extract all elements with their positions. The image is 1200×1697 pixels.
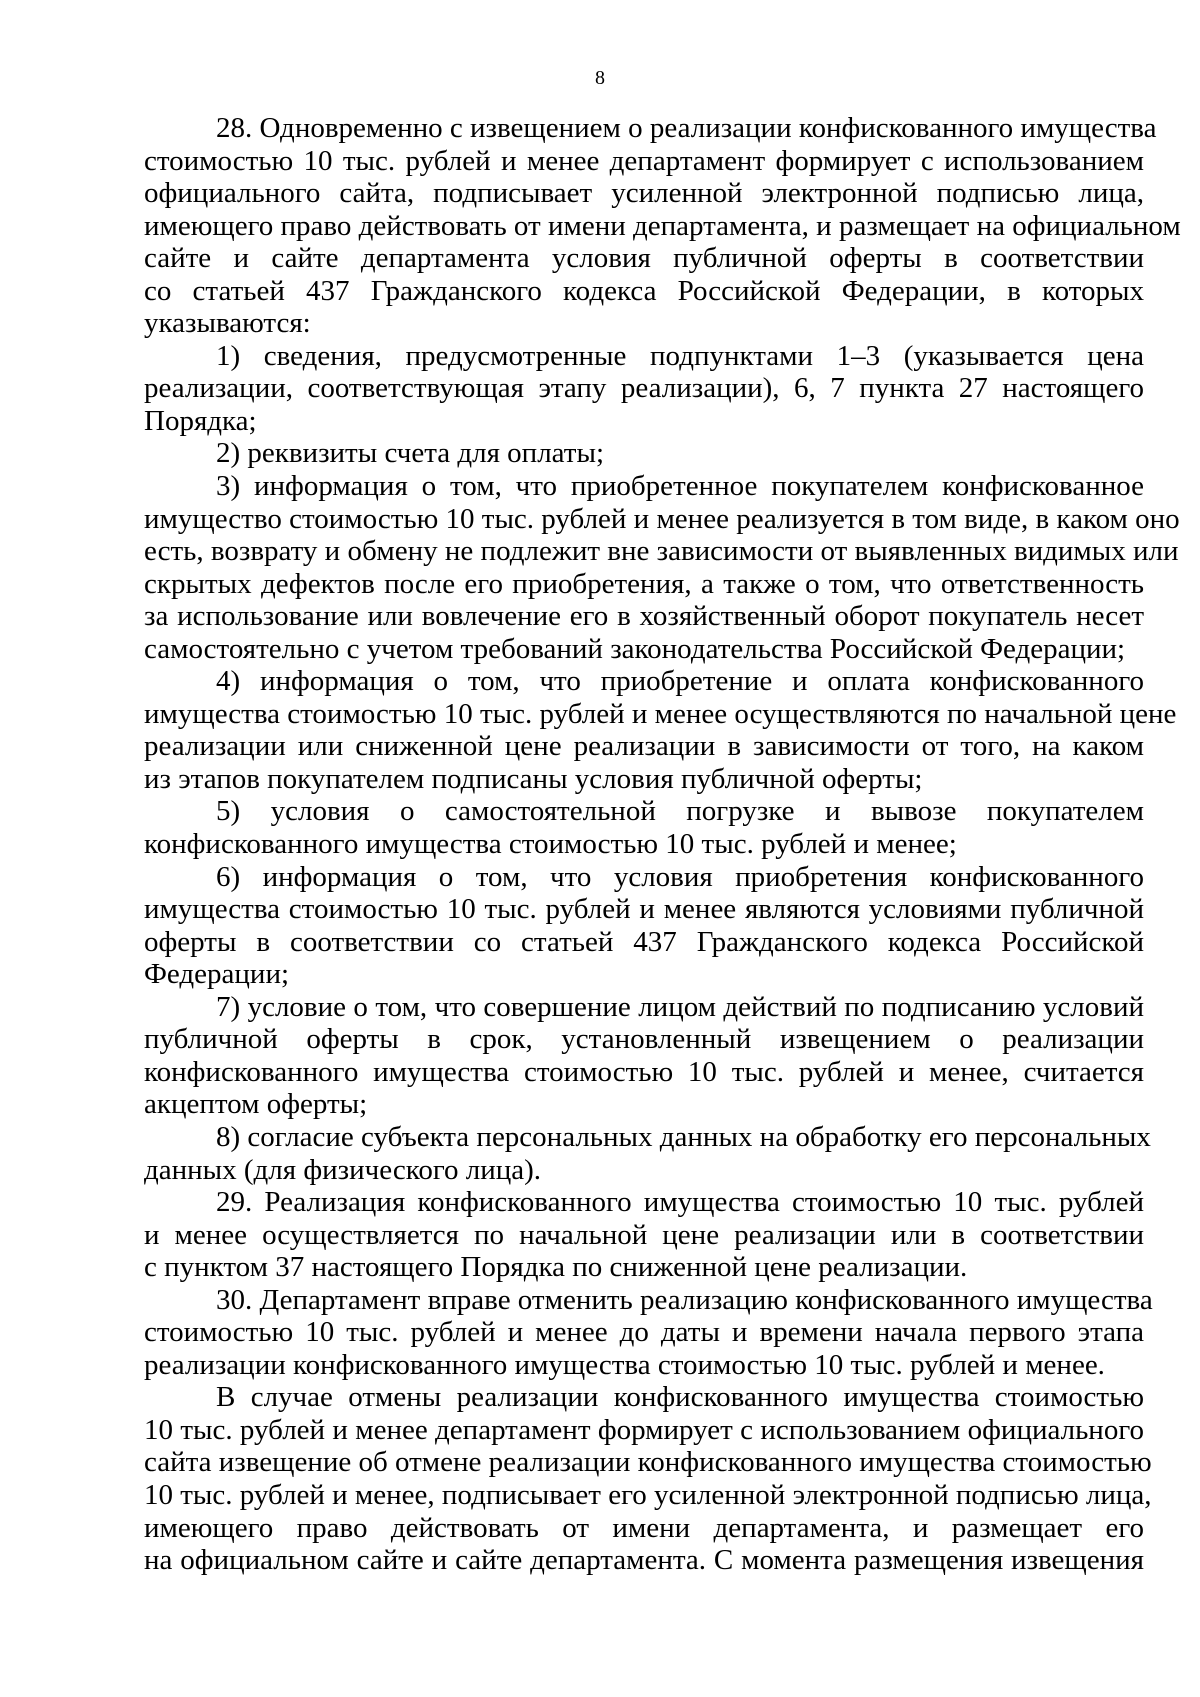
text-line: конфискованного имущества стоимостью 10 тыс. рублей и менее; bbox=[144, 828, 957, 861]
text-line: сайта извещение об отмене реализации конфискованного имущества стоимостью bbox=[144, 1446, 1152, 1479]
text-line: имеющего право действовать от имени департамента, и размещает на официальном bbox=[144, 209, 1181, 242]
paragraph bbox=[144, 665, 1177, 795]
text-line: имущества стоимостью 10 тыс. рублей и менее являются условиями публичной bbox=[144, 893, 1144, 926]
text-line: 10 тыс. рублей и менее департамент формирует с использованием официального bbox=[144, 1413, 1144, 1446]
text-line: 3) информация о том, что приобретенное покупателем конфискованное bbox=[216, 470, 1144, 503]
text-line: 7) условие о том, что совершение лицом действий по подписанию условий bbox=[216, 990, 1144, 1023]
text-line: В случае отмены реализации конфискованного имущества стоимостью bbox=[216, 1381, 1144, 1414]
text-line: стоимостью 10 тыс. рублей и менее до даты и времени начала первого этапа bbox=[144, 1316, 1144, 1349]
text-line: 29. Реализация конфискованного имущества стоимостью 10 тыс. рублей bbox=[216, 1186, 1144, 1219]
text-line: сайте и сайте департамента условия публичной оферты в соответствии bbox=[144, 242, 1144, 275]
text-line: публичной оферты в срок, установленный извещением о реализации bbox=[144, 1023, 1144, 1056]
text-line: с пунктом 37 настоящего Порядка по сниженной цене реализации. bbox=[144, 1251, 968, 1284]
text-line: за использование или вовлечение его в хозяйственный оборот покупатель несет bbox=[144, 600, 1144, 633]
text-line: официального сайта, подписывает усиленной электронной подписью лица, bbox=[144, 177, 1144, 210]
page-number: 8 bbox=[595, 67, 605, 89]
text-line: Порядка; bbox=[144, 404, 257, 437]
paragraph bbox=[144, 795, 1144, 860]
text-line: и менее осуществляется по начальной цене реализации или в соответствии bbox=[144, 1218, 1144, 1251]
text-line: скрытых дефектов после его приобретения, а также о том, что ответственность bbox=[144, 567, 1144, 600]
text-line: указываются: bbox=[144, 307, 311, 340]
text-line: конфискованного имущества стоимостью 10 тыс. рублей и менее, считается bbox=[144, 1055, 1144, 1088]
text-line: оферты в соответствии со статьей 437 Гражданского кодекса Российской bbox=[144, 925, 1144, 958]
text-line: 6) информация о том, что условия приобретения конфискованного bbox=[216, 860, 1144, 893]
paragraph bbox=[144, 437, 1144, 470]
text-line: на официальном сайте и сайте департамента. С момента размещения извещения bbox=[144, 1544, 1144, 1577]
paragraph bbox=[144, 1186, 1144, 1284]
text-line: 10 тыс. рублей и менее, подписывает его усиленной электронной подписью лица, bbox=[144, 1478, 1152, 1511]
text-line: 30. Департамент вправе отменить реализацию конфискованного имущества bbox=[216, 1283, 1153, 1316]
text-line: имеющего право действовать от имени департамента, и размещает его bbox=[144, 1511, 1144, 1544]
paragraph bbox=[144, 112, 1181, 340]
text-line: 1) сведения, предусмотренные подпунктами 1–3 (указывается цена bbox=[216, 339, 1144, 372]
text-line: 8) согласие субъекта персональных данных на обработку его персональных bbox=[216, 1120, 1151, 1153]
paragraph bbox=[144, 470, 1180, 665]
text-line: данных (для физического лица). bbox=[144, 1153, 542, 1186]
paragraph bbox=[144, 340, 1144, 438]
text-line: реализации конфискованного имущества стоимостью 10 тыс. рублей и менее. bbox=[144, 1348, 1105, 1381]
text-line: имущества стоимостью 10 тыс. рублей и менее осуществляются по начальной цене bbox=[144, 697, 1177, 730]
text-line: имущество стоимостью 10 тыс. рублей и менее реализуется в том виде, в каком оно bbox=[144, 502, 1180, 535]
text-line: 28. Одновременно с извещением о реализации конфискованного имущества bbox=[216, 112, 1157, 144]
text-line: есть, возврату и обмену не подлежит вне зависимости от выявленных видимых или bbox=[144, 535, 1179, 568]
text-line: со статьей 437 Гражданского кодекса Российской Федерации, в которых bbox=[144, 274, 1144, 307]
text-line: 4) информация о том, что приобретение и оплата конфискованного bbox=[216, 665, 1144, 698]
text-line: из этапов покупателем подписаны условия публичной оферты; bbox=[144, 762, 923, 795]
text-line: Федерации; bbox=[144, 958, 290, 991]
text-line: 2) реквизиты счета для оплаты; bbox=[216, 437, 605, 470]
paragraph bbox=[144, 1381, 1152, 1577]
paragraph bbox=[144, 991, 1144, 1121]
text-line: реализации, соответствующая этапу реализации), 6, 7 пункта 27 настоящего bbox=[144, 372, 1144, 405]
text-line: самостоятельно с учетом требований законодательства Российской Федерации; bbox=[144, 632, 1126, 665]
document-body bbox=[144, 112, 1181, 1577]
paragraph bbox=[144, 1283, 1153, 1382]
text-line: реализации или сниженной цене реализации в зависимости от того, на каком bbox=[144, 730, 1144, 763]
text-line: стоимостью 10 тыс. рублей и менее департамент формирует с использованием bbox=[144, 144, 1144, 177]
text-line: 5) условия о самостоятельной погрузке и вывозе покупателем bbox=[216, 795, 1144, 828]
paragraph bbox=[144, 1120, 1151, 1186]
paragraph bbox=[144, 861, 1144, 991]
text-line: акцептом оферты; bbox=[144, 1088, 368, 1121]
